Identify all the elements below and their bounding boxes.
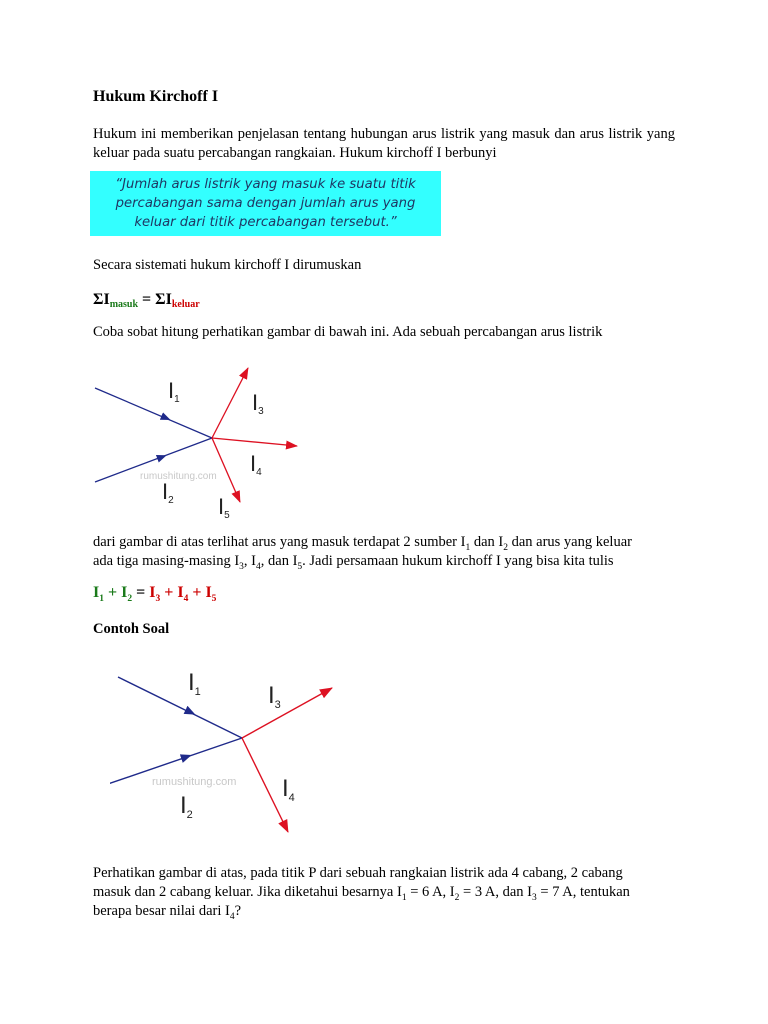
intro-paragraph: Hukum ini memberikan penjelasan tentang hubungan arus listrik yang masuk dan arus listrik yang keluar pada suatu percabangan rangkaian. Hukum kirchoff I berbunyi [93,126,675,161]
text-run: , dan I [260,553,298,569]
quote-line: “Jumlah arus listrik yang masuk ke suatu titik [115,177,416,192]
current-i1-wire [118,677,242,738]
text-run: . Jadi persamaan hukum kirchoff I yang bisa kita tulis [302,553,614,569]
statement-paragraph: Secara sistemati hukum kirchoff I dirumuskan [93,257,362,273]
explanation-paragraph [93,533,675,571]
example-heading: Contoh Soal [93,621,170,637]
sum-equals: = [138,291,156,308]
subscript: 3 [532,892,537,903]
sum-left-symbol: ΣI [93,291,110,308]
label-i5: I5 [218,494,230,521]
prompt-paragraph: Coba sobat hitung perhatikan gambar di bawah ini. Ada sebuah percabangan arus listrik [93,324,603,340]
current-i4-arrow [212,438,297,446]
sum-right-sub: keluar [171,299,200,310]
subscript: 2 [503,542,508,553]
text-run: Perhatikan gambar di atas, pada titik P dari sebuah rangkaian listrik ada 4 cabang, 2 cabang [93,865,623,881]
page-title: Hukum Kirchoff I [93,88,219,105]
watermark: rumushitung.com [152,776,237,788]
text-run: berapa besar nilai dari I [93,903,230,919]
term-i5: I [205,584,212,601]
subscript: 2 [454,892,460,903]
subscript: 3 [239,561,244,572]
subscript: 4 [256,561,261,572]
subscript: 1 [99,594,104,605]
current-i3-arrow [212,368,248,438]
plus-sign: + [188,584,206,601]
subscript: 1 [465,542,471,553]
text-run: = 6 A, I [406,884,455,900]
text-run: ? [234,903,242,919]
subscript: 3 [155,594,161,605]
label-i1: I1 [168,378,180,405]
law-quote-text [90,175,441,232]
term-i1: I [93,584,100,601]
subscript: 5 [297,561,303,572]
sum-formula [93,291,200,310]
quote-line: percabangan sama dengan jumlah arus yang [115,196,416,211]
current-i3-arrow [242,688,332,738]
term-i3: I [149,584,156,601]
term-i2: I [121,584,128,601]
text-run: = 7 A, tentukan [536,884,630,900]
text-run: dari gambar di atas terlihat arus yang masuk terdapat 2 sumber I [93,534,466,550]
current-i1-wire [95,388,212,438]
quote-line: keluar dari titik percabangan tersebut.” [134,215,397,230]
equals-sign: = [132,584,150,601]
subscript: 5 [211,594,217,605]
text-run: dan I [470,534,504,550]
label-i2: I2 [162,479,174,506]
kirchoff-equation [93,584,217,605]
text-run: masuk dan 2 cabang keluar. Jika diketahui besarnya I [93,884,402,900]
subscript: 2 [127,594,133,605]
label-i3: $I_3$ [268,682,281,711]
text-run: dan arus yang keluar [507,534,632,550]
label-i4: $I_4$ [282,775,295,804]
subscript: 4 [229,911,235,922]
branch-diagram-1 [90,360,320,530]
branch-diagram-2 [110,660,350,845]
sum-right-symbol: ΣI [155,291,172,308]
text-run: = 3 A, dan I [459,884,533,900]
subscript: 4 [183,594,189,605]
label-i1: $I_1$ [188,669,201,698]
watermark: rumushitung.com [140,471,217,482]
subscript: 1 [401,892,407,903]
plus-sign: + [103,584,122,601]
problem-paragraph [93,864,675,921]
term-i4: I [177,584,184,601]
current-i5-arrow [212,438,240,502]
text-run: , I [243,553,257,569]
label-i2: $I_2$ [180,792,193,821]
plus-sign: + [160,584,178,601]
label-i3: I3 [252,390,264,417]
sum-left-sub: masuk [109,299,139,310]
label-i4: I4 [250,451,262,478]
law-quote-box [90,171,441,236]
text-run: ada tiga masing-masing I [93,553,240,569]
